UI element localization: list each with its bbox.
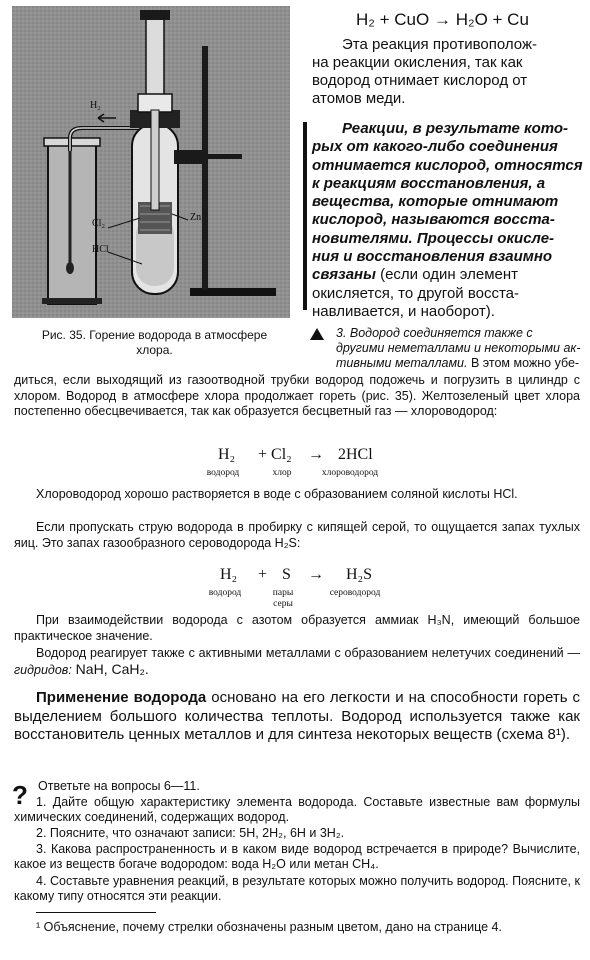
- def-normal-line: окисляется, то другой восста-: [312, 284, 520, 302]
- use-paragraph: [14, 689, 580, 745]
- sulfur-paragraph: Если пропускать струю водорода в пробирку с кипящей серой, то ощущается запах тухлых яиц. Это запах газообразного сероводорода H₂S:: [14, 520, 580, 550]
- top-eq-arrow: →: [433, 10, 451, 29]
- item3-line: 3. Водород соединяется также с: [336, 326, 533, 340]
- rp1-line: атомов меди.: [312, 90, 406, 107]
- definition-block: [312, 120, 584, 321]
- hydride-paragraph: [14, 646, 580, 678]
- top-eq-lhs: H₂ + CuO: [356, 10, 430, 29]
- eq2-label-b: сероводород: [329, 588, 381, 598]
- rp1-line: Эта реакция противополож-: [342, 36, 537, 53]
- def-bold-last: связаны: [312, 266, 376, 284]
- questions-block: [38, 779, 584, 794]
- right-paragraph-1: [312, 36, 584, 108]
- eq2-plus: +: [258, 566, 268, 583]
- def-line: к реакциям восстановления, а: [312, 174, 546, 192]
- def-normal-tail: (если один элемент: [375, 266, 519, 284]
- eq2-s: S: [282, 566, 291, 583]
- figure-caption: [12, 328, 297, 358]
- def-line: вещества, которые отнимают: [312, 193, 559, 211]
- eq2-h2s: H₂S: [346, 566, 373, 583]
- def-line: кислород, называются восста-: [312, 211, 555, 229]
- def-line: рых от какого-либо соединения: [312, 138, 558, 156]
- hcl-paragraph: Хлороводород хорошо растворяется в воде с образованием соляной кислоты HCl.: [36, 487, 518, 501]
- eq1-label-c: хлороводород: [321, 468, 379, 478]
- ammonia-paragraph: При взаимодействии водорода с азотом образуется аммиак H₃N, имеющий большое практическое значение.: [14, 613, 580, 643]
- eq1-arrow: →: [308, 446, 324, 463]
- question-2: 2. Поясните, что означают записи: 5H, 2H₂, 6H и 3H₂.: [36, 826, 345, 840]
- use-text: основано на его легкости и на способности гореть с выделением большого количества теплоты. Водород используется также как восстановитель ценных металлов и для синтеза некоторых веществ (схема 8¹).: [14, 689, 580, 743]
- item3-line: другими неметаллами и некоторыми ак-: [336, 341, 581, 355]
- chlorine-paragraph: диться, если выходящий из газоотводной трубки водород подожечь и погрузить в цилиндр с хлором. Водород в атмосфере хлора продолжает гореть (рис. 35). Желтозеленый цвет хлора постепенно обесцвечивается, так как образуется бесцветный газ — хлороводород:: [14, 373, 580, 418]
- apparatus-figure: [12, 6, 290, 318]
- top-eq-rhs: H₂O + Cu: [455, 10, 529, 29]
- eq2-label-s2: серы: [273, 599, 293, 609]
- item3-tail: В этом можно убе-: [467, 356, 580, 370]
- figure-label-cl2: Cl₂: [92, 218, 105, 229]
- eq1-h2: H₂: [218, 446, 236, 463]
- figure-caption-line2: хлора.: [136, 343, 173, 357]
- hydride-text: Водород реагирует также с активными металлами с образованием нелетучих соединений —: [36, 646, 580, 660]
- rp1-line: на реакции окисления, так как: [312, 54, 523, 71]
- question-3: 3. Какова распространенность и в каком виде водород встречается в природе? Вычислите, какое из веществ богаче водородом: вода H₂O или метан CH₄.: [14, 842, 580, 871]
- eq2-h2: H₂: [220, 566, 238, 583]
- question-4: 4. Составьте уравнения реакций, в результате которых можно получить водород. Поясните, к какому типу относятся эти реакции.: [14, 874, 580, 903]
- eq1-2hcl: 2HCl: [338, 446, 373, 463]
- eq2-label-s1: пары: [272, 588, 294, 598]
- item-3-block: [336, 326, 586, 371]
- figure-label-hcl: HCl: [92, 244, 109, 255]
- figure-label-h2: H₂: [90, 100, 101, 111]
- footnote-rule: [36, 912, 156, 913]
- def-line: ния и восстановления взаимно: [312, 248, 553, 266]
- def-line: Реакции, в результате кото-: [342, 120, 569, 137]
- eq1-label-a: водород: [206, 468, 240, 478]
- eq2-arrow: →: [308, 566, 324, 583]
- questions-intro: Ответьте на вопросы 6—11.: [38, 779, 200, 793]
- question-1: 1. Дайте общую характеристику элемента водорода. Составьте известные вам формулы химических соединений, содержащих водород.: [14, 795, 580, 824]
- apparatus-illustration: [12, 6, 290, 318]
- hydride-term: гидридов:: [14, 662, 72, 677]
- emphasis-bar: [303, 122, 307, 310]
- use-heading: Применение водорода: [36, 689, 207, 706]
- eq1-cl2: + Cl₂: [258, 446, 292, 463]
- figure-caption-line1: Рис. 35. Горение водорода в атмосфере: [41, 328, 268, 342]
- item3-line: тивными металлами.: [336, 356, 468, 370]
- question-mark-icon: ?: [12, 780, 28, 810]
- eq2-label-a: водород: [208, 588, 242, 598]
- eq1-label-b: хлор: [272, 468, 292, 478]
- triangle-marker-icon: [310, 328, 324, 340]
- rp1-line: водород отнимает кислород от: [312, 72, 528, 89]
- top-equation: [356, 10, 529, 30]
- def-line: новителями. Процессы окисле-: [312, 229, 555, 247]
- figure-label-zn: Zn: [190, 212, 202, 223]
- hydride-formulas: NaH, CaH₂.: [71, 660, 149, 677]
- def-line: отнимается кислород, относятся: [312, 156, 583, 174]
- def-normal-line: навливается, и наоборот).: [312, 302, 495, 320]
- footnote: ¹ Объяснение, почему стрелки обозначены разным цветом, дано на странице 4.: [36, 920, 502, 934]
